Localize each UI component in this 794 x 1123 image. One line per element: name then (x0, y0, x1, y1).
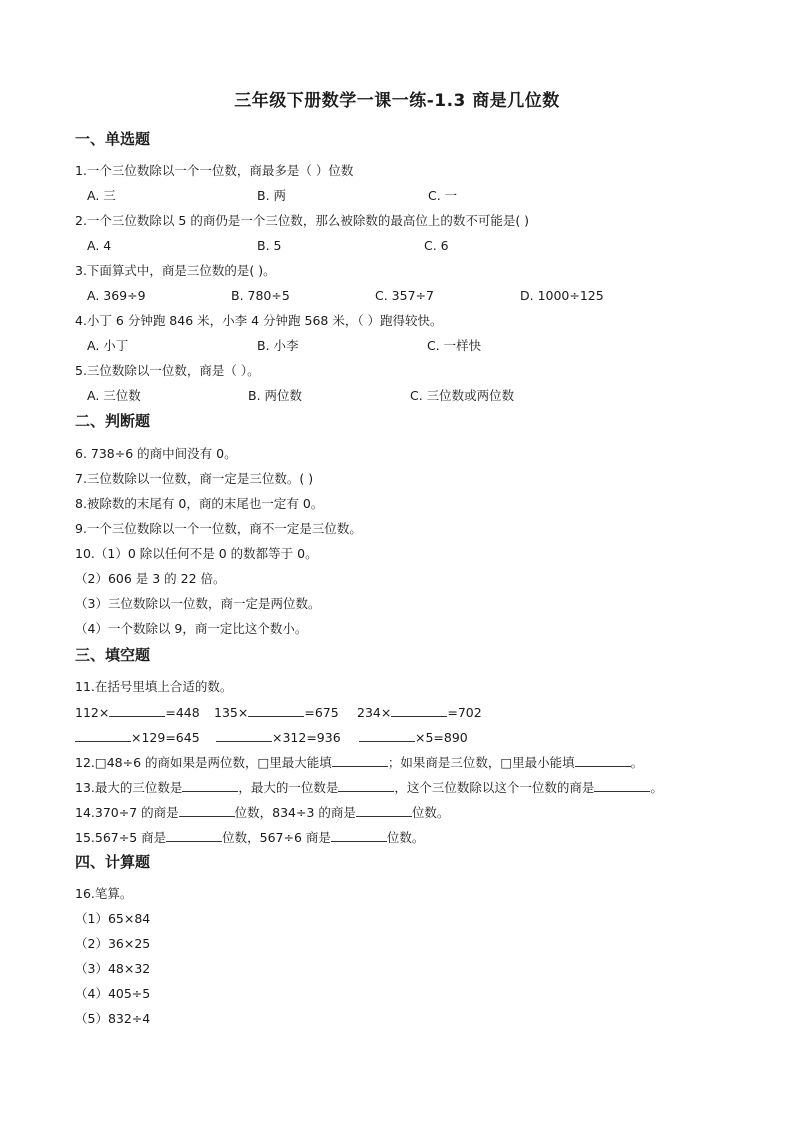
q11-f-blank[interactable] (359, 729, 415, 742)
q11-b-right: =675 (304, 705, 339, 720)
q12-blank-2[interactable] (575, 754, 631, 767)
calc-item-2: （2）36×25 (75, 936, 151, 951)
q12-text-2: ；如果商是三位数，□里最小能填 (387, 755, 575, 770)
section-heading-calculation: 四、计算题 (75, 853, 151, 871)
calc-item-3: （3）48×32 (75, 961, 151, 976)
question-11-row-2 (75, 729, 200, 746)
q12-text-1: 12.□48÷6 的商如果是两位数，□里最大能填 (75, 755, 332, 770)
q15-text-1: 15.567÷5 商是 (75, 830, 167, 845)
page-title: 三年级下册数学一课一练-1.3 商是几位数 (234, 91, 560, 111)
question-2-stem: 2.一个三位数除以 5 的商仍是一个三位数，那么被除数的最高位上的数不可能是( ) (75, 213, 530, 228)
question-1-option-a: A. 三 (87, 188, 116, 203)
question-1-stem: 1.一个三位数除以一个一位数，商最多是（ ）位数 (75, 163, 354, 178)
question-4-option-a: A. 小丁 (87, 338, 129, 353)
question-10-part-3: （3）三位数除以一位数，商一定是两位数。 (75, 596, 321, 611)
question-15 (75, 829, 424, 846)
q13-text-1: 13.最大的三位数是 (75, 780, 183, 795)
q11-b-left: 135× (214, 705, 249, 720)
question-3-option-c: C. 357÷7 (375, 288, 434, 303)
q11-e-blank[interactable] (216, 729, 272, 742)
section-heading-true-false: 二、判断题 (75, 412, 151, 430)
question-12 (75, 754, 643, 771)
q13-text-2: ，最大的一位数是 (238, 780, 339, 795)
q11-a-left: 112× (75, 705, 110, 720)
question-11-row-1-b (214, 704, 339, 721)
q15-blank-1[interactable] (166, 829, 222, 842)
q11-e-right: ×312=936 (272, 730, 341, 745)
q11-c-right: =702 (447, 705, 482, 720)
question-8: 8.被除数的末尾有 0，商的末尾也一定有 0。 (75, 496, 324, 511)
q11-a-blank[interactable] (109, 704, 165, 717)
q15-blank-2[interactable] (331, 829, 387, 842)
q11-d-right: ×129=645 (131, 730, 200, 745)
question-5-option-b: B. 两位数 (248, 388, 303, 403)
question-4-option-b: B. 小李 (257, 338, 299, 353)
question-11-row-1 (75, 704, 200, 721)
question-11-row-2-f (359, 729, 468, 746)
q13-text-4: 。 (650, 780, 663, 795)
question-1-option-c: C. 一 (428, 188, 458, 203)
question-14 (75, 804, 449, 821)
q11-d-blank[interactable] (75, 729, 131, 742)
q13-blank-1[interactable] (182, 779, 238, 792)
q11-b-blank[interactable] (248, 704, 304, 717)
question-10-part-1: 10.（1）0 除以任何不是 0 的数都等于 0。 (75, 546, 318, 561)
question-5-option-c: C. 三位数或两位数 (410, 388, 515, 403)
q14-text-2: 位数，834÷3 的商是 (234, 805, 356, 820)
question-2-option-b: B. 5 (257, 238, 282, 253)
section-heading-fill-blank: 三、填空题 (75, 646, 151, 664)
question-11-row-1-c (357, 704, 482, 721)
q11-a-right: =448 (165, 705, 200, 720)
q13-blank-2[interactable] (338, 779, 394, 792)
section-heading-single-choice: 一、单选题 (75, 130, 151, 148)
question-13 (75, 779, 663, 796)
calc-item-4: （4）405÷5 (75, 986, 151, 1001)
question-16-stem: 16.笔算。 (75, 886, 133, 901)
question-4-stem: 4.小丁 6 分钟跑 846 米，小李 4 分钟跑 568 米，（ ）跑得较快。 (75, 313, 443, 328)
question-11-row-2-e (216, 729, 341, 746)
q11-c-blank[interactable] (391, 704, 447, 717)
question-10-part-4: （4）一个数除以 9，商一定比这个数小。 (75, 621, 308, 636)
question-9: 9.一个三位数除以一个一位数，商不一定是三位数。 (75, 521, 362, 536)
q13-blank-3[interactable] (594, 779, 650, 792)
q15-text-3: 位数。 (386, 830, 425, 845)
calc-item-5: （5）832÷4 (75, 1011, 151, 1026)
question-11-stem: 11.在括号里填上合适的数。 (75, 679, 233, 694)
q12-blank-1[interactable] (332, 754, 388, 767)
q14-text-3: 位数。 (411, 805, 450, 820)
question-3-stem: 3.下面算式中，商是三位数的是( )。 (75, 263, 276, 278)
q11-c-left: 234× (357, 705, 392, 720)
calc-item-1: （1）65×84 (75, 911, 151, 926)
question-7: 7.三位数除以一位数，商一定是三位数。( ) (75, 471, 314, 486)
question-3-option-a: A. 369÷9 (87, 288, 146, 303)
question-4-option-c: C. 一样快 (427, 338, 482, 353)
q13-text-3: ，这个三位数除以这个一位数的商是 (394, 780, 595, 795)
q14-blank-1[interactable] (179, 804, 235, 817)
question-5-stem: 5.三位数除以一位数，商是（ ）。 (75, 363, 260, 378)
question-3-option-d: D. 1000÷125 (520, 288, 604, 303)
question-3-option-b: B. 780÷5 (231, 288, 290, 303)
question-1-option-b: B. 两 (257, 188, 287, 203)
q14-blank-2[interactable] (356, 804, 412, 817)
q14-text-1: 14.370÷7 的商是 (75, 805, 179, 820)
question-10-part-2: （2）606 是 3 的 22 倍。 (75, 571, 226, 586)
question-6: 6. 738÷6 的商中间没有 0。 (75, 446, 237, 461)
question-2-option-c: C. 6 (424, 238, 449, 253)
question-5-option-a: A. 三位数 (87, 388, 141, 403)
question-2-option-a: A. 4 (87, 238, 112, 253)
q11-f-right: ×5=890 (415, 730, 468, 745)
q15-text-2: 位数，567÷6 商是 (222, 830, 331, 845)
q12-text-3: 。 (630, 755, 644, 770)
